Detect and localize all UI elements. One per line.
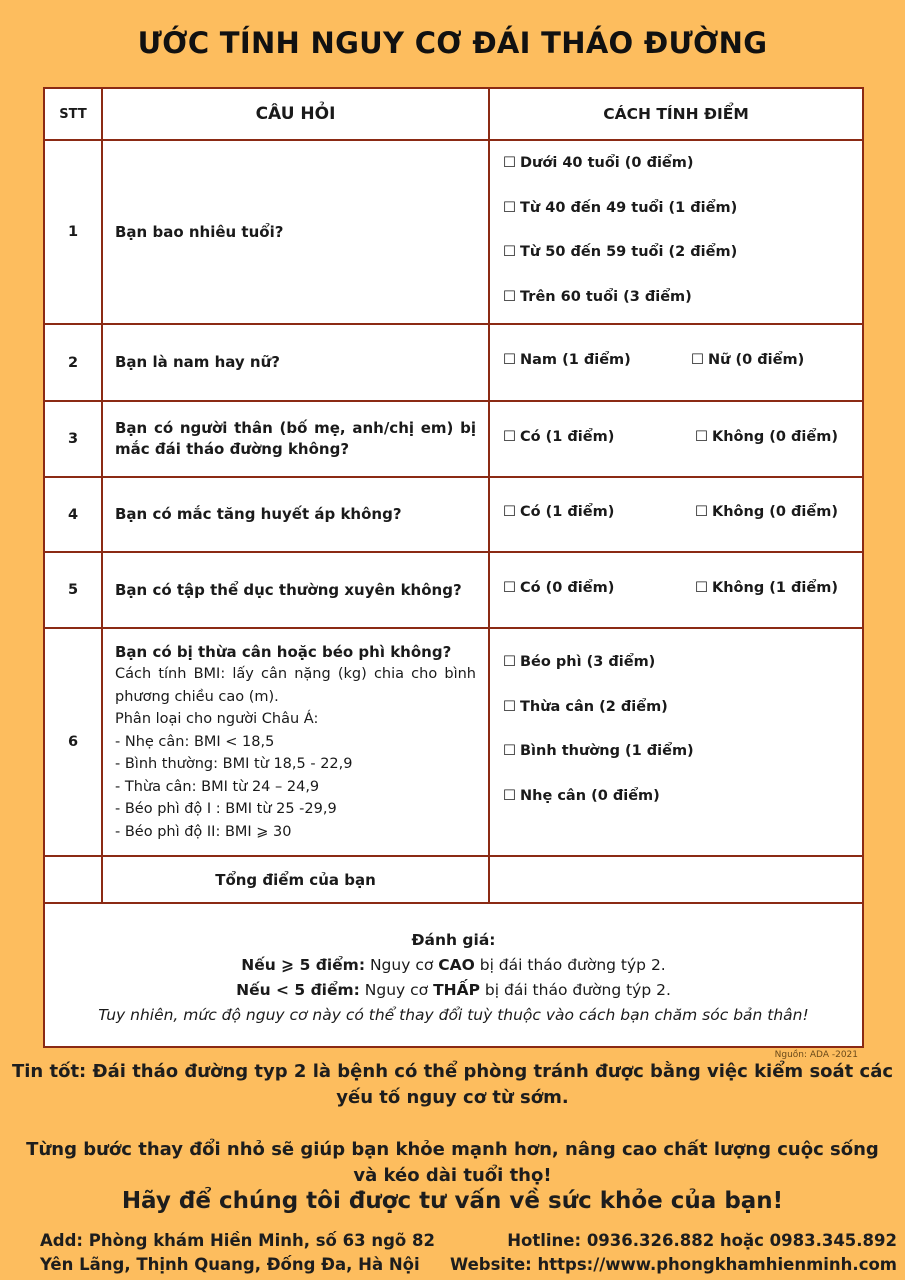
option-obese[interactable]: ☐ Béo phì (3 điểm)	[503, 654, 656, 670]
bmi-item: - Béo phì độ II: BMI ⩾ 30	[115, 823, 292, 840]
option-exercise-yes[interactable]: ☐ Có (0 điểm)	[503, 580, 615, 596]
evaluation-heading: Đánh giá:	[411, 931, 496, 949]
option-age-40-49[interactable]: ☐ Từ 40 đến 49 tuổi (1 điểm)	[503, 200, 738, 216]
source-note: Nguồn: ADA -2021	[774, 1050, 858, 1060]
row-number: 5	[67, 582, 79, 598]
checkbox-icon: ☐	[695, 580, 708, 596]
checkbox-icon: ☐	[503, 504, 516, 520]
header-stt: STT	[59, 106, 87, 122]
option-female[interactable]: ☐ Nữ (0 điểm)	[691, 352, 805, 368]
checkbox-icon: ☐	[503, 788, 516, 804]
option-age-under-40[interactable]: ☐ Dưới 40 tuổi (0 điểm)	[503, 155, 694, 171]
checkbox-icon: ☐	[503, 244, 516, 260]
clinic-contact	[450, 1229, 897, 1277]
evaluation-note: Tuy nhiên, mức độ nguy cơ này có thể thay đổi tuỳ thuộc vào cách bạn chăm sóc bản thân!	[98, 1006, 809, 1024]
question-overweight: Bạn có bị thừa cân hoặc béo phì không?	[115, 643, 452, 661]
option-age-over-60[interactable]: ☐ Trên 60 tuổi (3 điểm)	[503, 289, 692, 305]
option-age-50-59[interactable]: ☐ Từ 50 đến 59 tuổi (2 điểm)	[503, 244, 738, 260]
checkbox-icon: ☐	[695, 504, 708, 520]
question-gender: Bạn là nam hay nữ?	[115, 353, 280, 371]
option-family-no[interactable]: ☐ Không (0 điểm)	[695, 429, 838, 445]
evaluation-high-risk: Nếu ⩾ 5 điểm: Nguy cơ CAO bị đái tháo đường týp 2.	[241, 956, 666, 974]
evaluation-section	[45, 904, 862, 1046]
question-age: Bạn bao nhiêu tuổi?	[115, 222, 284, 241]
option-normal-weight[interactable]: ☐ Bình thường (1 điểm)	[503, 743, 694, 759]
checkbox-icon: ☐	[695, 429, 708, 445]
question-bmi-block	[103, 642, 488, 854]
bmi-classification-intro: Phân loại cho người Châu Á:	[115, 711, 319, 727]
good-news: Tin tốt: Đái tháo đường typ 2 là bệnh có thể phòng tránh được bằng việc kiểm soát các yếu tố nguy cơ từ sớm.	[11, 1061, 894, 1108]
option-hypertension-no[interactable]: ☐ Không (0 điểm)	[695, 504, 838, 520]
question-hypertension: Bạn có mắc tăng huyết áp không?	[115, 505, 402, 523]
advice-text: Từng bước thay đổi nhỏ sẽ giúp bạn khỏe mạnh hơn, nâng cao chất lượng cuộc sống và kéo dài tuổi thọ!	[26, 1139, 879, 1186]
checkbox-icon: ☐	[503, 699, 516, 715]
checkbox-icon: ☐	[503, 352, 516, 368]
row-number: 2	[67, 354, 79, 371]
checkbox-icon: ☐	[503, 289, 516, 305]
row-number: 3	[67, 431, 79, 447]
checkbox-icon: ☐	[503, 580, 516, 596]
header-score: CÁCH TÍNH ĐIỂM	[603, 105, 749, 123]
checkbox-icon: ☐	[503, 654, 516, 670]
bmi-item: - Thừa cân: BMI từ 24 – 24,9	[115, 778, 320, 795]
evaluation-low-risk: Nếu < 5 điểm: Nguy cơ THẤP bị đái tháo đường týp 2.	[236, 981, 671, 999]
option-family-yes[interactable]: ☐ Có (1 điểm)	[503, 429, 615, 445]
option-male[interactable]: ☐ Nam (1 điểm)	[503, 352, 631, 368]
total-score-field[interactable]	[490, 857, 862, 902]
question-exercise: Bạn có tập thể dục thường xuyên không?	[115, 580, 462, 599]
risk-table	[43, 87, 864, 1048]
row-number: 6	[67, 734, 79, 750]
row-number: 1	[67, 224, 79, 240]
header-question: CÂU HỎI	[255, 104, 336, 124]
page-title: ƯỚC TÍNH NGUY CƠ ĐÁI THÁO ĐƯỜNG	[137, 26, 768, 60]
option-hypertension-yes[interactable]: ☐ Có (1 điểm)	[503, 504, 615, 520]
hotline[interactable]: Hotline: 0936.326.882 hoặc 0983.345.892	[507, 1231, 897, 1250]
option-exercise-no[interactable]: ☐ Không (1 điểm)	[695, 580, 838, 596]
total-score-label: Tổng điểm của bạn	[215, 870, 376, 889]
checkbox-icon: ☐	[503, 155, 516, 171]
call-to-action: Hãy để chúng tôi được tư vấn về sức khỏe của bạn!	[121, 1188, 784, 1214]
checkbox-icon: ☐	[691, 352, 704, 368]
website-link[interactable]: Website: https://www.phongkhamhienminh.com	[449, 1255, 897, 1274]
bmi-item: - Nhẹ cân: BMI < 18,5	[115, 733, 275, 750]
checkbox-icon: ☐	[503, 743, 516, 759]
option-overweight[interactable]: ☐ Thừa cân (2 điểm)	[503, 699, 668, 715]
checkbox-icon: ☐	[503, 200, 516, 216]
bmi-item: - Bình thường: BMI từ 18,5 - 22,9	[115, 756, 353, 772]
bmi-item: - Béo phì độ I : BMI từ 25 -29,9	[115, 801, 337, 817]
row-number: 4	[67, 506, 79, 523]
bmi-formula-note: Cách tính BMI: lấy cân nặng (kg) chia cho bình phương chiều cao (m).	[115, 666, 476, 705]
option-underweight[interactable]: ☐ Nhẹ cân (0 điểm)	[503, 788, 660, 804]
checkbox-icon: ☐	[503, 429, 516, 445]
question-family-history: Bạn có người thân (bố mẹ, anh/chị em) bị mắc đái tháo đường không?	[115, 419, 476, 458]
clinic-address: Add: Phòng khám Hiền Minh, số 63 ngõ 82 Yên Lãng, Thịnh Quang, Đống Đa, Hà Nội	[40, 1231, 435, 1274]
